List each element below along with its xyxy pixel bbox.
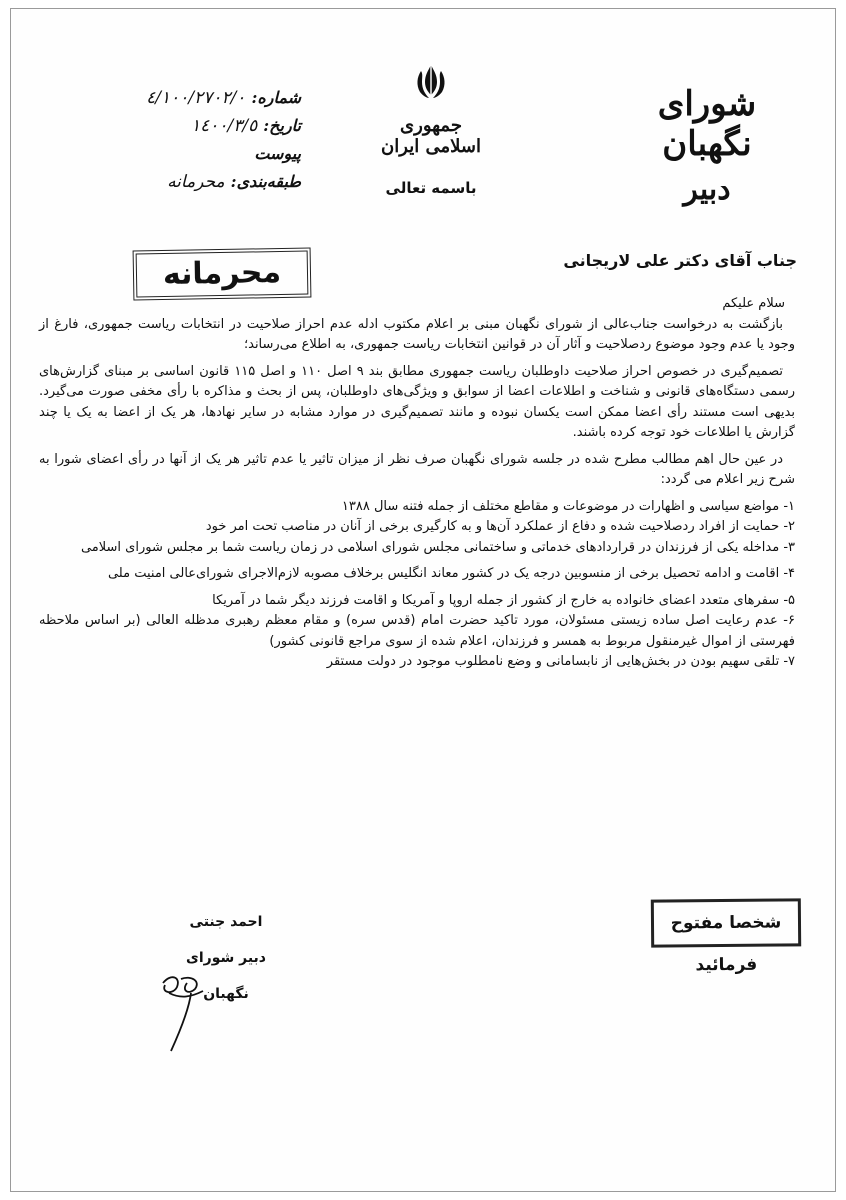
- date-row: [101, 112, 301, 140]
- number-row: [101, 84, 301, 112]
- signatory-name: احمد جنتی: [189, 914, 263, 930]
- iran-emblem-icon: [411, 61, 451, 101]
- classification-row: [101, 168, 301, 196]
- attachment-row: [101, 140, 301, 168]
- letter-meta: [101, 84, 301, 196]
- letter-page: [10, 8, 836, 1192]
- date-label: تاریخ:: [263, 116, 301, 135]
- open-personally-stamp: شخصا مفتوح فرمائید: [651, 898, 801, 947]
- council-secretary-label: دبیر: [683, 172, 731, 207]
- confidential-stamp: محرمانه: [133, 247, 312, 300]
- recipient: جناب آقای دکتر علی لاریجانی: [563, 251, 797, 270]
- list-item: ۴- اقامت و ادامه تحصیل برخی از منسوبین درجه یک در کشور معاند انگلیس برخلاف مصوبه لازم‌الاجرای شورای‌عالی امنیت ملی: [107, 566, 795, 581]
- list-item: ۵- سفرهای متعدد اعضای خانواده به خارج از کشور از جمله اروپا و آمریکا و اقامت فرزند دیگر شما در آمریکا: [212, 592, 795, 608]
- classification-label: طبقه‌بندی:: [230, 172, 301, 191]
- list-item: ۱- مواضع سیاسی و اظهارات در موضوعات و مقاطع مختلف از جمله فتنه سال ۱۳۸۸: [341, 498, 795, 514]
- number-label: شماره:: [251, 88, 301, 107]
- list-item: ۶- عدم رعایت اصل ساده زیستی مسئولان، مورد تاکید حضرت امام (قدس سره) و مقام معظم رهبری مدظله العالی (بر اساس ملاحظه فهرستی از اموال غیرمنقول مربوط به همسر و فرزندان، اعلام شده از سوی مراجع قانونی کشور): [39, 613, 795, 649]
- greeting: سلام علیکم: [722, 296, 785, 311]
- number-value: ٤/١٠٠/٢٧٠٢/٠: [146, 88, 246, 108]
- basmala: باسمه تعالی: [385, 179, 477, 197]
- attachment-label: پیوست: [254, 144, 301, 163]
- emblem-block: [371, 61, 491, 197]
- date-value: ١٤٠٠/٣/٥: [191, 116, 258, 136]
- reasons-list: [39, 497, 795, 673]
- council-name: شورای نگهبان: [657, 84, 757, 164]
- signatory-title: دبیر شورای نگهبان: [186, 950, 266, 1002]
- list-item: ۷- تلقی سهیم بودن در بخش‌هایی از نابسامانی و وضع نامطلوب موجود در دولت مستقر: [326, 654, 795, 669]
- list-item: ۲- حمایت از افراد ردصلاحیت شده و دفاع از عملکرد آن‌ها و به کارگیری برخی از آنان در مناصب تحت امر خود: [205, 519, 795, 534]
- letter-body: [39, 294, 795, 673]
- paragraph-2: تصمیم‌گیری در خصوص احراز صلاحیت داوطلبان ریاست جمهوری مطابق بند ۹ اصل ۱۱۰ و اصل ۱۱۵ قانون اساسی بر مبنای گزارش‌های رسمی دستگاه‌های قانونی و شناخت و اطلاعات اعضا از سوابق و ویژگی‌های داوطلبان، پس از بحث و مذاکره با رأی مخفی صورت می‌گیرد. بدیهی است مستند رأی اعضا ممکن است یکسان نبوده و مانند تصمیم‌گیری در موارد مشابه در سایر نهادها، هر یک از اعضا به یک یا چند گزارش یا اطلاعات خود توجه کرده باشند.: [39, 363, 795, 440]
- council-letterhead: [617, 84, 797, 208]
- classification-value: محرمانه: [167, 172, 225, 192]
- paragraph-1: بازگشت به درخواست جناب‌عالی از شورای نگهبان مبنی بر اعلام مکتوب ادله عدم احراز صلاحیت در انتخابات ریاست جمهوری، فارغ از وجود یا عدم وجود موضوع ردصلاحیت و آثار آن در قوانین انتخابات ریاست جمهوری، به اطلاع می‌رساند؛: [39, 316, 795, 352]
- handwritten-signature: [151, 969, 221, 1059]
- republic-title: جمهوری اسلامی ایران: [381, 115, 481, 157]
- list-item: ۳- مداخله یکی از فرزندان در قراردادهای خدماتی و ساختمانی مجلس شورای اسلامی در زمان ریاست شما بر مجلس شورای اسلامی: [80, 539, 795, 555]
- paragraph-3: در عین حال اهم مطالب مطرح شده در جلسه شورای نگهبان صرف نظر از میزان تاثیر یا عدم تاثیر هر یک از آنها در رأی اعضای شورا به شرح زیر اعلام می گردد:: [39, 451, 795, 487]
